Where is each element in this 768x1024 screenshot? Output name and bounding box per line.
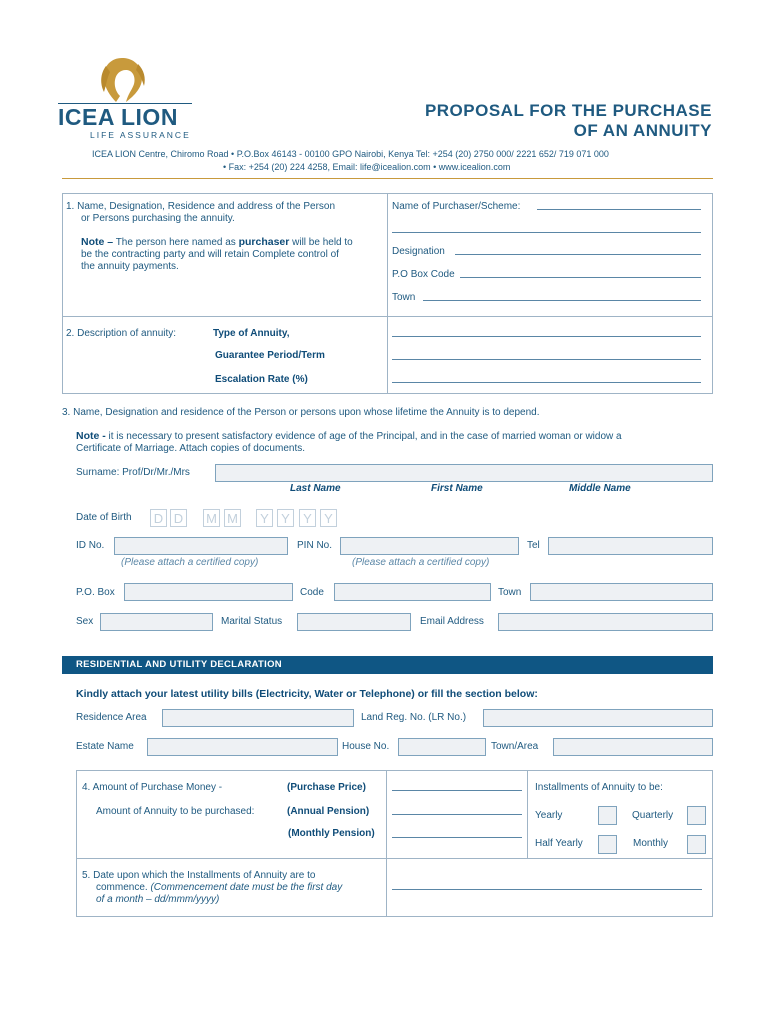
- pobox-code-label: P.O Box Code: [392, 269, 455, 280]
- half-yearly-checkbox[interactable]: [598, 835, 617, 854]
- section3-text: 3. Name, Designation and residence of the Person or persons upon whose lifetime the Annuity is to depend.: [62, 407, 540, 418]
- section1-note-line1: Note – The person here named as purchaser will be held to: [81, 236, 353, 248]
- utility-instruction: Kindly attach your latest utility bills (Electricity, Water or Telephone) or fill the section below:: [76, 688, 538, 700]
- installments-label: Installments of Annuity to be:: [535, 782, 663, 793]
- land-reg-input[interactable]: [483, 709, 713, 727]
- email-input[interactable]: [498, 613, 713, 631]
- header-divider: [62, 178, 713, 179]
- section1-text-line2: or Persons purchasing the annuity.: [81, 213, 235, 224]
- estate-name-label: Estate Name: [76, 741, 134, 752]
- estate-name-input[interactable]: [147, 738, 338, 756]
- pin-label: PIN No.: [297, 540, 333, 551]
- town-area-label: Town/Area: [491, 741, 539, 752]
- logo-name: ICEA LION: [58, 104, 178, 130]
- tel-label: Tel: [527, 540, 540, 551]
- annual-pension-label: (Annual Pension): [287, 806, 370, 817]
- section2-text: 2. Description of annuity:: [66, 328, 177, 339]
- code-label: Code: [300, 587, 324, 598]
- dob-month-2[interactable]: M: [224, 509, 241, 527]
- section3-note-line1: Note - it is necessary to present satisfactory evidence of age of the Principal, and in the case of married woman or widow a: [76, 430, 622, 442]
- house-no-input[interactable]: [398, 738, 486, 756]
- section1-text-line1: 1. Name, Designation, Residence and address of the Person: [66, 201, 336, 212]
- monthly-pension-label: (Monthly Pension): [288, 828, 375, 839]
- pin-attach-note: (Please attach a certified copy): [352, 557, 490, 568]
- house-no-label: House No.: [342, 741, 390, 752]
- code-input[interactable]: [334, 583, 491, 601]
- town-area-input[interactable]: [553, 738, 713, 756]
- dob-year-1[interactable]: Y: [256, 509, 273, 527]
- first-name-caption: First Name: [431, 483, 483, 494]
- pobox-label: P.O. Box: [76, 587, 115, 598]
- town-label: Town: [392, 292, 416, 303]
- last-name-caption: Last Name: [290, 483, 341, 494]
- section3-note-label: Note -: [76, 430, 106, 442]
- half-yearly-label: Half Yearly: [535, 838, 583, 849]
- commencement-date-field[interactable]: [392, 889, 702, 890]
- note-label: Note –: [81, 236, 114, 248]
- land-reg-label: Land Reg. No. (LR No.): [361, 712, 467, 723]
- purchase-price-field[interactable]: [392, 790, 522, 791]
- id-label: ID No.: [76, 540, 105, 551]
- town-label-2: Town: [498, 587, 522, 598]
- monthly-label: Monthly: [633, 838, 669, 849]
- section3-note-line2: Certificate of Marriage. Attach copies of documents.: [76, 443, 305, 454]
- pin-input[interactable]: [340, 537, 519, 555]
- section1-note-line3: the annuity payments.: [81, 261, 179, 272]
- section5-text-line2: commence. (Commencement date must be the first day: [96, 882, 343, 893]
- monthly-pension-field[interactable]: [392, 837, 522, 838]
- logo-subtitle: LIFE ASSURANCE: [90, 130, 191, 140]
- monthly-checkbox[interactable]: [687, 835, 706, 854]
- purchaser-name-field-2[interactable]: [392, 232, 701, 233]
- pobox-input[interactable]: [124, 583, 293, 601]
- form-title-line2: OF AN ANNUITY: [573, 121, 712, 140]
- quarterly-checkbox[interactable]: [687, 806, 706, 825]
- designation-label: Designation: [392, 246, 445, 257]
- surname-input[interactable]: [215, 464, 713, 482]
- annual-pension-field[interactable]: [392, 814, 522, 815]
- residence-area-label: Residence Area: [76, 712, 147, 723]
- section1-note-line2: be the contracting party and will retain Complete control of: [81, 249, 339, 260]
- purchaser-name-label: Name of Purchaser/Scheme:: [392, 201, 521, 212]
- escalation-rate-field[interactable]: [392, 382, 701, 383]
- annuity-type-label: Type of Annuity,: [213, 328, 290, 339]
- section5-text-line1: 5. Date upon which the Installments of Annuity are to: [82, 870, 316, 881]
- dob-year-2[interactable]: Y: [277, 509, 294, 527]
- section5-note-line2: of a month – dd/mmm/yyyy): [96, 894, 220, 905]
- town-field[interactable]: [423, 300, 701, 301]
- logo: [58, 56, 198, 140]
- dob-year-3[interactable]: Y: [299, 509, 316, 527]
- escalation-rate-label: Escalation Rate (%): [215, 374, 308, 385]
- id-attach-note: (Please attach a certified copy): [121, 557, 259, 568]
- email-label: Email Address: [420, 616, 484, 627]
- company-contact: • Fax: +254 (20) 224 4258, Email: life@icealion.com • www.icealion.com: [223, 162, 511, 172]
- designation-field[interactable]: [455, 254, 701, 255]
- guarantee-period-field[interactable]: [392, 359, 701, 360]
- town-input[interactable]: [530, 583, 713, 601]
- middle-name-caption: Middle Name: [569, 483, 631, 494]
- section4-text-line1: 4. Amount of Purchase Money -: [82, 782, 223, 793]
- dob-year-4[interactable]: Y: [320, 509, 337, 527]
- residential-banner-text: RESIDENTIAL AND UTILITY DECLARATION: [76, 659, 282, 670]
- purchaser-name-field[interactable]: [537, 209, 701, 210]
- annuity-type-field[interactable]: [392, 336, 701, 337]
- section4-text-line2: Amount of Annuity to be purchased:: [96, 806, 255, 817]
- tel-input[interactable]: [548, 537, 713, 555]
- surname-label: Surname: Prof/Dr/Mr./Mrs: [76, 467, 190, 478]
- id-input[interactable]: [114, 537, 288, 555]
- dob-label: Date of Birth: [76, 512, 132, 523]
- pobox-code-field[interactable]: [460, 277, 701, 278]
- yearly-label: Yearly: [535, 810, 563, 821]
- lion-icon: [96, 56, 148, 106]
- marital-status-label: Marital Status: [221, 616, 283, 627]
- dob-day-1[interactable]: D: [150, 509, 167, 527]
- sex-input[interactable]: [100, 613, 213, 631]
- company-address: ICEA LION Centre, Chiromo Road • P.O.Box 46143 - 00100 GPO Nairobi, Kenya Tel: +254 (20) 2750 000/ 2221 652/ 719 071 000: [92, 149, 609, 159]
- marital-status-input[interactable]: [297, 613, 411, 631]
- purchaser-word: purchaser: [238, 236, 290, 248]
- dob-month-1[interactable]: M: [203, 509, 220, 527]
- purchase-price-label: (Purchase Price): [287, 782, 366, 793]
- dob-day-2[interactable]: D: [170, 509, 187, 527]
- yearly-checkbox[interactable]: [598, 806, 617, 825]
- quarterly-label: Quarterly: [632, 810, 674, 821]
- form-title-line1: PROPOSAL FOR THE PURCHASE: [424, 101, 712, 120]
- guarantee-period-label: Guarantee Period/Term: [215, 350, 325, 361]
- sex-label: Sex: [76, 616, 94, 627]
- residence-area-input[interactable]: [162, 709, 354, 727]
